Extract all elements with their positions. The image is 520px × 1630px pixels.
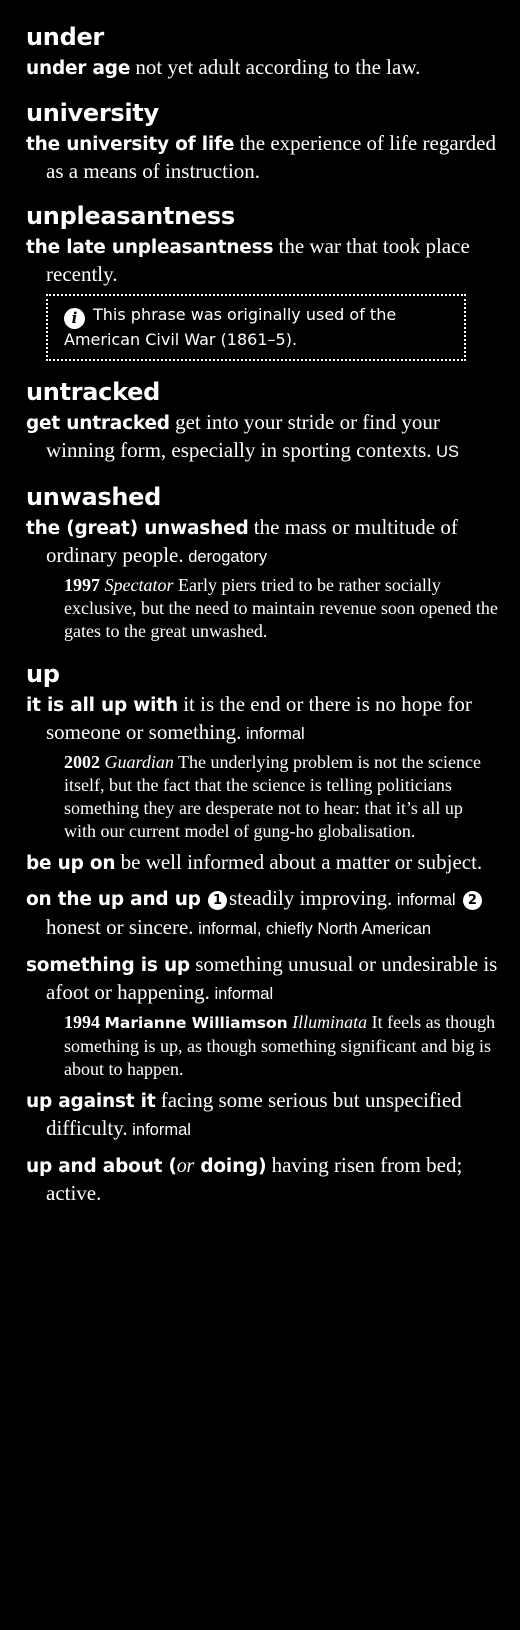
citation-source: Spectator [104,575,174,595]
citation-year: 2002 [64,752,100,772]
definition: the war that took place recently. [46,234,470,286]
citation-source: Illuminata [292,1012,368,1032]
citation-text: It feels as though something is up, as though something significant and big is about to happen. [64,1012,496,1079]
usage-label: informal [241,725,305,743]
entry-untracked [26,377,498,466]
citation [64,574,498,643]
definition: not yet adult according to the law. [130,55,421,79]
usage-note-box [46,294,466,361]
definition: honest or sincere. [46,915,194,939]
definition: the experience of life regarded as a means of instruction. [46,131,496,183]
idiom-phrase: the (great) unwashed [26,518,249,539]
sense [26,233,498,288]
idiom-phrase: up against it [26,1091,156,1112]
definition: something unusual or undesirable is afoot or happening. [46,952,498,1004]
sense-number-2: 2 [463,891,482,910]
usage-note-text: This phrase was originally used of the American Civil War (1861–5). [64,305,397,349]
info-icon: i [64,308,85,329]
usage-label: derogatory [183,548,268,566]
citation-author: Marianne Williamson [104,1014,288,1032]
sense [26,691,498,748]
sense [26,951,498,1008]
headword: under [26,23,104,51]
sense [26,130,498,185]
headword: up [26,660,60,688]
sense [26,514,498,571]
sense [26,1152,498,1207]
usage-label: US [431,443,460,461]
citation-year: 1997 [64,575,100,595]
idiom-phrase: get untracked [26,413,170,434]
idiom-phrase: something is up [26,955,190,976]
dictionary-page [26,22,498,1223]
idiom-phrase-part: up and about ( [26,1156,177,1177]
citation-text: Early piers tried to be rather socially exclusive, but the need to maintain revenue soon opened the gates to the great unwashed. [64,575,498,641]
sense [26,54,498,82]
idiom-phrase-or: or [176,1155,195,1177]
entry-university [26,98,498,185]
idiom-phrase-part: doing) [194,1156,267,1177]
sense-number-1: 1 [208,891,227,910]
definition: the mass or multitude of ordinary people. [46,515,458,567]
idiom-phrase: it is all up with [26,695,178,716]
definition: steadily improving. [228,886,393,910]
headword: university [26,99,159,127]
usage-label: informal [392,891,456,909]
definition: having risen from bed; active. [46,1153,463,1205]
idiom-phrase: the university of life [26,134,235,155]
definition: facing some serious but unspecified difficulty. [46,1088,462,1140]
idiom-phrase [26,1156,266,1177]
entry-unwashed [26,482,498,643]
citation-text: The underlying problem is not the science itself, but the fact that the science is telling politicians something they are desperate not to hear: that it’s all up with our current model of gung-ho globalisation. [64,752,481,841]
sense [26,1087,498,1144]
definition: it is the end or there is no hope for someone or something. [46,692,472,744]
usage-label: informal [209,985,274,1003]
citation-source: Guardian [104,752,174,772]
definition: get into your stride or find your winning form, especially in sporting contexts. [46,410,440,462]
headword: unpleasantness [26,202,235,230]
sense [26,409,498,466]
headword: untracked [26,378,160,406]
usage-label: informal [127,1121,191,1139]
entry-under [26,22,498,82]
citation [64,1011,498,1081]
entry-up [26,659,498,1207]
entry-unpleasantness [26,201,498,361]
idiom-phrase: on the up and up [26,889,201,910]
idiom-phrase: the late unpleasantness [26,237,274,258]
citation [64,751,498,843]
citation-year: 1994 [64,1012,100,1032]
usage-label: informal, chiefly North American [193,920,432,938]
definition: be well informed about a matter or subject. [115,850,483,874]
sense [26,849,498,877]
idiom-phrase: under age [26,58,131,79]
idiom-phrase: be up on [26,853,116,874]
headword: unwashed [26,483,161,511]
sense [26,885,498,943]
